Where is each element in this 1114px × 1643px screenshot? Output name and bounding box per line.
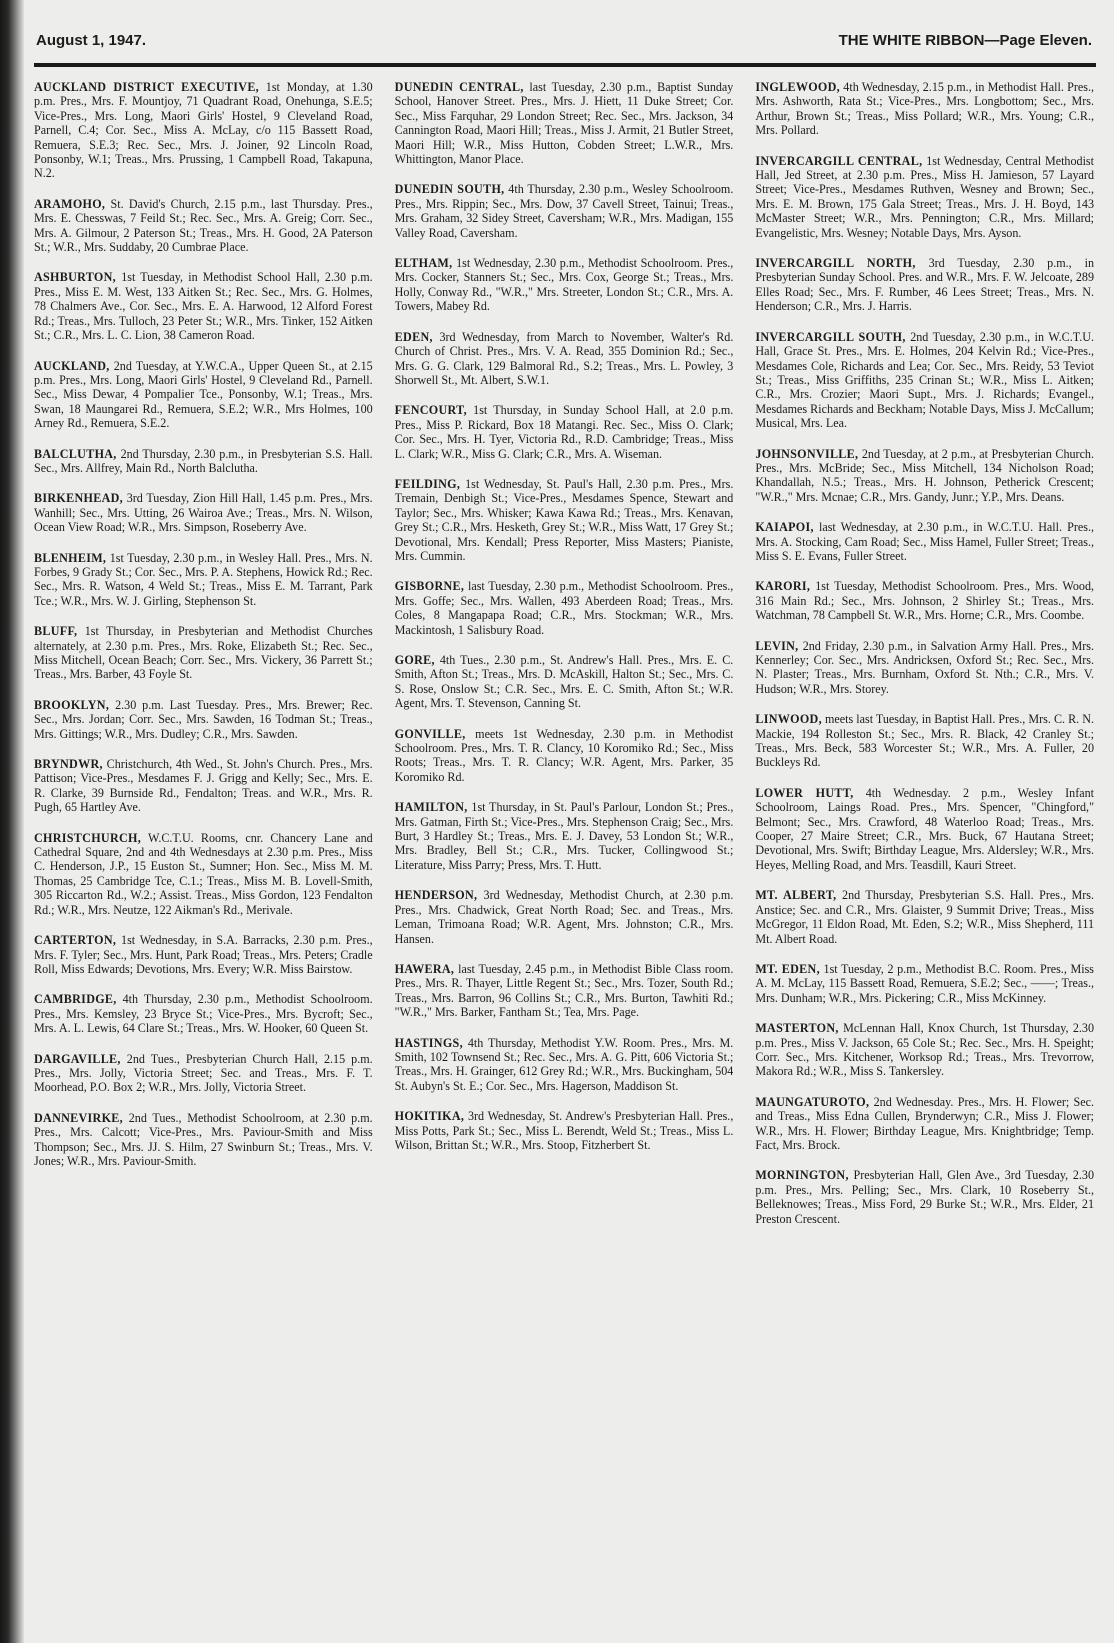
branch-details: 2nd Tuesday, 2.30 p.m., in W.C.T.U. Hall, Grace St. Pres., Mrs. E. Holmes, 204 Kelvin Rd.; Vice-Pres., Mesdames Cole, Richards and Lea; Cor. Sec., Mrs. Reidy, 53 Teviot St.; Treas., Miss Griffiths, 235 Crinan St.; W.R., Miss L. Aitken; C.R., Mrs. Crozier; Maori Supt., Mrs. J. Richards; Evangel., Mesdames Richards and Beckham; Notable Days, Miss J. McCallum; Musical, Mrs. Lea. <box>755 329 1095 431</box>
branch-entry <box>34 933 373 976</box>
branch-name: JOHNSONVILLE, <box>755 446 859 461</box>
branch-details: 1st Wednesday, in S.A. Barracks, 2.30 p.m. Pres., Mrs. F. Tyler; Sec., Mrs. Hunt, Park Road; Treas., Mrs. Peters; Cradle Roll, Miss Edwards; Devotions, Mrs. Every; W.R. Miss Bairstow. <box>34 933 373 976</box>
branch-details: Presbyterian Hall, Glen Ave., 3rd Tuesday, 2.30 p.m. Pres., Mrs. Pelling; Sec., Mrs. Clark, 10 Roseberry St., Belleknowes; Treas., Miss Ford, 29 Burke St.; W.R., Mrs. Elder, 21 Preston Crescent. <box>755 1168 1095 1226</box>
branch-name: MAUNGATUROTO, <box>755 1094 870 1109</box>
publication-title: THE WHITE RIBBON—Page Eleven. <box>838 31 1092 49</box>
branch-name: HASTINGS, <box>394 1035 463 1050</box>
branch-details: 1st Wednesday, 2.30 p.m., Methodist Schoolroom. Pres., Mrs. Cocker, Stanners St.; Sec., Mrs. Cox, George St.; Treas., Mrs. Holly, Conway Rd., "W.R.," Mrs. Streeter, London St.; C.R., Mrs. A. Towers, Mabey Rd. <box>394 256 734 314</box>
branch-entry <box>755 520 1094 563</box>
branch-details: 3rd Wednesday, St. Andrew's Presbyterian Hall. Pres., Miss Potts, Park St.; Sec., Miss L. Berendt, Weld St.; Treas., Miss L. Wilson, Brittan St.; W.R., Mrs. Stoop, Fitzherbert St. <box>394 1109 734 1152</box>
branch-entry <box>755 256 1094 314</box>
branch-name: BROOKLYN, <box>34 697 110 712</box>
branch-entry <box>395 182 734 240</box>
branch-entry <box>34 698 373 741</box>
branch-entry <box>395 330 734 388</box>
branch-entry <box>34 831 373 917</box>
branch-name: DARGAVILLE, <box>34 1051 121 1066</box>
branch-entry <box>755 1095 1094 1153</box>
branch-name: MT. ALBERT, <box>755 888 837 903</box>
branch-details: last Wednesday, at 2.30 p.m., in W.C.T.U. Hall. Pres., Mrs. A. Stocking, Cam Road; Sec., Miss Hamel, Fuller Street; Treas., Miss S. E. Evans, Fuller Street. <box>755 520 1095 563</box>
branch-entry <box>395 1109 734 1152</box>
branch-entry <box>34 491 373 534</box>
branch-details: last Tuesday, 2.30 p.m., Methodist Schoolroom. Pres., Mrs. Goffe; Sec., Mrs. Wallen, 493 Aberdeen Road; Treas., Mrs. Coles, 8 Mangapapa Road; C.R., Mrs. Stockman; W.R., Mrs. Mackintosh, 1 Salisbury Road. <box>394 579 734 637</box>
branch-entry <box>34 359 373 431</box>
branch-name: DUNEDIN SOUTH, <box>394 182 505 197</box>
branch-details: 1st Tuesday, 2.30 p.m., in Wesley Hall. Pres., Mrs. N. Forbes, 9 Grady St.; Cor. Sec., Mrs. P. A. Stephens, Howick Rd.; Rec. Sec., Mrs. R. Watson, 4 Weld St.; Treas., Miss E. M. Tarrant, Park Tce.; W.R., Mrs. W. J. Girling, Stephenson St. <box>34 550 373 608</box>
branch-name: DUNEDIN CENTRAL, <box>394 80 524 94</box>
branch-details: 3rd Wednesday, from March to November, Walter's Rd. Church of Christ. Pres., Mrs. V. A. Read, 355 Dominion Rd.; Sec., Mrs. G. G. Clark, 129 Balmoral Rd., S.2; Treas., Mrs. L. Powley, 3 Shorwell St., Mt. Albert, S.W.1. <box>394 329 734 387</box>
branch-name: LOWER HUTT, <box>755 785 854 800</box>
branch-details: 1st Thursday, in Presbyterian and Methodist Churches alternately, at 2.30 p.m. Pres., Mrs. Roke, Elizabeth St.; Rec. Sec., Miss Mitchell, Ocean Beach; Corr. Sec., Mrs. Vickery, 36 Parrett St.; Treas., Mrs. Barber, 43 Foyle St. <box>34 624 373 682</box>
branch-entry <box>395 888 734 946</box>
branch-entry <box>755 330 1094 431</box>
branch-name: DANNEVIRKE, <box>34 1110 123 1125</box>
branch-entry <box>395 80 734 166</box>
branch-entry <box>395 403 734 461</box>
branch-entry <box>755 712 1094 770</box>
branch-name: MT. EDEN, <box>755 961 820 976</box>
branch-details: 3rd Tuesday, Zion Hill Hall, 1.45 p.m. Pres., Mrs. Wanhill; Sec., Mrs. Utting, 26 Wairoa Ave.; Treas., Mrs. N. Wilson, Ocean View Road; W.R., Mrs. Simpson, Roseberry Ave. <box>34 491 373 535</box>
branch-name: ARAMOHO, <box>34 196 106 211</box>
branch-name: INVERCARGILL NORTH, <box>755 256 916 271</box>
branch-details: meets last Tuesday, in Baptist Hall. Pres., Mrs. C. R. N. Mackie, 194 Rolleston St.; Sec., Mrs. R. Black, 42 Cranley St.; Treas., Mrs. Beck, 583 Worcester St.; W.R., Mrs. A. Fuller, 20 Buckleys Rd. <box>755 712 1095 770</box>
branch-name: EDEN, <box>394 329 433 344</box>
branch-name: BLENHEIM, <box>34 550 107 565</box>
branch-entry <box>34 1052 373 1095</box>
branch-details: St. David's Church, 2.15 p.m., last Thursday. Pres., Mrs. E. Chesswas, 7 Feild St.; Rec. Sec., Mrs. A. Greig; Corr. Sec., Mrs. A. Gilmour, 2 Paterson St.; Treas., Mrs. H. Good, 2A Paterson St.; W.R., Mrs. Suddaby, 20 Cumbrae Place. <box>34 196 373 255</box>
branch-entry <box>755 154 1094 240</box>
branch-name: FEILDING, <box>394 476 461 491</box>
branch-details: 2nd Friday, 2.30 p.m., in Salvation Army Hall. Pres., Mrs. Kennerley; Cor. Sec., Mrs. Andricksen, Oxford St.; Rec. Sec., Mrs. N. Plaster; Treas., Mrs. Burnham, Oxford St. Nth.; C.R., Mrs. V. Hudson; W.R., Mrs. Storey. <box>755 638 1095 696</box>
branch-entry <box>755 80 1094 138</box>
branch-name: AUCKLAND DISTRICT EXECUTIVE, <box>34 80 260 94</box>
branch-details: W.C.T.U. Rooms, cnr. Chancery Lane and Cathedral Square, 2nd and 4th Wednesdays at 2.30 p.m. Pres., Miss C. Henderson, J.P., 15 Euston St., Sumner; Hon. Sec., Miss M. M. Thomas, 25 Cambridge Tce, C.1.; Treas., Miss M. B. Lovell-Smith, 305 Riccarton Rd., W.2.; Assist. Treas., Miss Gordon, 123 Fendalton Rd.; W.R., Mrs. Neutze, 122 Aikman's Rd., Merivale. <box>34 830 373 917</box>
branch-name: CARTERTON, <box>34 933 117 948</box>
branch-details: Christchurch, 4th Wed., St. John's Church. Pres., Mrs. Pattison; Vice-Pres., Mesdames F. J. Grigg and Kelly; Sec., Mrs. E. R. Clarke, 39 Burnside Rd., Fendalton; Treas. and W.R., Mrs. R. Pugh, 65 Hartley Ave. <box>34 757 373 815</box>
branch-details: 1st Wednesday, St. Paul's Hall, 2.30 p.m. Pres., Mrs. Tremain, Denbigh St.; Vice-Pres., Mesdames Spence, Stewart and Taylor; Sec., Mrs. Whisker; Kawa Kawa Rd.; Treas., Mrs. Kenavan, Grey St.; C.R., Mrs. Hesketh, Grey St.; W.R., Miss Watt, 17 Grey St.; Devotional, Mrs. Kendall; Press Reporter, Miss Masters; Pianiste, Mrs. Cummin. <box>394 476 734 563</box>
branch-entry <box>34 757 373 815</box>
branch-details: 1st Tuesday, 2 p.m., Methodist B.C. Room. Pres., Miss A. M. McLay, 115 Bassett Road, Remuera, S.E.2; Sec., ——; Treas., Mrs. Dunham; W.R., Mrs. Pickering; C.R., Miss McKinney. <box>755 961 1095 1005</box>
branch-entry <box>755 786 1094 872</box>
branch-name: BRYNDWR, <box>34 757 103 772</box>
branch-details: 1st Wednesday, Central Methodist Hall, Jed Street, at 2.30 p.m. Pres., Miss H. Jamieson, 57 Layard Street; Vice-Pres., Mesdames Ruthven, Wesney and Brown; Sec., Mrs. E. M. Brown, 175 Gala Street; Treas., Mrs. J. H. Boyd, 143 McMaster Street; W.R., Mrs. Pennington; C.R., Mrs. Millard; Evangelistic, Mrs. Wesney; Notable Days, Mrs. Ayson. <box>755 153 1095 240</box>
branch-name: CHRISTCHURCH, <box>34 830 142 845</box>
branch-details: 4th Thursday, 2.30 p.m., Methodist Schoolroom. Pres., Mrs. Kemsley, 23 Bryce St.; Vice-Pres., Mrs. Bycroft; Sec., Mrs. A. L. Lewis, 64 Clare St.; Treas., Mrs. W. Hooker, 60 Queen St. <box>34 992 373 1036</box>
branch-entry <box>395 653 734 711</box>
branch-entry <box>34 197 373 255</box>
branch-entry <box>395 962 734 1020</box>
branch-name: GORE, <box>394 653 435 667</box>
branch-details: 2.30 p.m. Last Tuesday. Pres., Mrs. Brewer; Rec. Sec., Mrs. Jordan; Corr. Sec., Mrs. Sawden, 16 Todman St.; Treas., Mrs. Gittings; W.R., Mrs. Dudley; C.R., Mrs. Sawden. <box>34 697 373 741</box>
branch-name: ELTHAM, <box>394 256 453 271</box>
branch-entry <box>34 992 373 1035</box>
branch-name: GISBORNE, <box>394 579 465 594</box>
branch-details: 1st Thursday, in St. Paul's Parlour, London St.; Pres., Mrs. Gatman, Firth St.; Vice-Pres., Mrs. Stephenson Craig; Sec., Mrs. Burt, 3 Hardley St.; Treas., Mrs. E. J. Davey, 53 London St.; W.R., Mrs. Bradley, Bell St.; C.R., Mrs. Tucker, Collingwood St.; Literature, Miss Parry; Press, Mrs. T. Hutt. <box>394 800 734 872</box>
branch-details: 1st Tuesday, Methodist Schoolroom. Pres., Mrs. Wood, 316 Main Rd.; Sec., Mrs. Johnson, 2 Shirley St.; Treas., Mrs. Watchman, 78 Campbell St. W.R., Mrs. Horne; C.R., Mrs. Coombe. <box>755 579 1095 623</box>
branch-entry <box>395 727 734 785</box>
branch-entry <box>755 1021 1094 1079</box>
branch-details: 4th Thursday, Methodist Y.W. Room. Pres., Mrs. M. Smith, 102 Townsend St.; Rec. Sec., Mrs. A. G. Pitt, 606 Victoria St.; Treas., Mrs. H. Grainger, 612 Grey Rd.; W.R., Mrs. Buckingham, 504 St. Aubyn's St. E.; Cor. Sec., Mrs. Hagerson, Maddison St. <box>394 1035 734 1093</box>
column-3 <box>755 80 1094 1635</box>
branch-name: MORNINGTON, <box>755 1168 849 1183</box>
branch-name: HAMILTON, <box>394 800 468 815</box>
column-2 <box>395 80 734 1635</box>
page-header <box>36 22 1092 58</box>
issue-date: August 1, 1947. <box>36 31 147 49</box>
branch-details: 4th Wednesday, 2.15 p.m., in Methodist Hall. Pres., Mrs. Ashworth, Rata St.; Vice-Pres., Mrs. Longbottom; Sec., Mrs. Arthur, Brown St.; Treas., Miss Pollard; W.R., Mrs. Young; C.R., Mrs. Pollard. <box>755 80 1095 138</box>
branch-entry <box>755 639 1094 697</box>
branch-name: LEVIN, <box>755 638 799 653</box>
branch-name: AUCKLAND, <box>34 358 110 373</box>
branch-details: 1st Tuesday, in Methodist School Hall, 2.30 p.m. Pres., Miss E. M. West, 133 Aitken St.; Rec. Sec., Mrs. G. Holmes, 78 Chalmers Ave., Cor. Sec., Mrs. E. A. Harwood, 12 Alford Forest Rd.; Treas., Mrs. Tulloch, 23 Peter St.; W.R., Mrs. Tinker, 152 Aitken St.; C.R., Mrs. L. C. Lion, 38 Cameron Road. <box>34 270 373 343</box>
branch-details: 4th Tues., 2.30 p.m., St. Andrew's Hall. Pres., Mrs. E. C. Smith, Afton St.; Treas., Mrs. D. McAskill, Halton St.; Sec., Mrs. C. S. Rose, Onslow St.; C.R. Sec., Mrs. E. C. Smith, Afton St.; W.R. Agent, Mrs. T. Stevenson, Canning St. <box>394 653 734 711</box>
branch-details: 2nd Tuesday, at Y.W.C.A., Upper Queen St., at 2.15 p.m. Pres., Mrs. Long, Maori Girls' Hostel, 9 Cleveland Rd., Parnell. Sec., Miss Dewar, 4 Pompalier Tce., Ponsonby, W.1; Treas., Mrs. Swan, 18 Maungarei Rd., Remuera, S.E.2; W.R., Mrs Holmes, 100 Arney Rd., Remuera, S.E.2. <box>34 358 373 431</box>
branch-entry <box>34 551 373 609</box>
branch-name: BALCLUTHA, <box>34 446 117 461</box>
directory-columns <box>34 80 1094 1635</box>
branch-details: meets 1st Wednesday, 2.30 p.m. in Methodist Schoolroom. Pres., Mrs. T. R. Clancy, 10 Koromiko Rd.; Sec., Miss Roots; Treas., Mrs. T. R. Clancy; W.R. Agent, Mrs. Parker, 35 Koromiko Rd. <box>394 726 734 784</box>
branch-entry <box>395 1036 734 1094</box>
branch-name: HAWERA, <box>394 961 455 976</box>
branch-details: last Tuesday, 2.30 p.m., Baptist Sunday School, Hanover Street. Pres., Mrs. J. Hiett, 11 Duke Street; Cor. Sec., Miss Farquhar, 29 London Street; Rec. Sec., Mrs. Jackson, 34 Cannington Road, Maori Hill; Treas., Miss J. Armit, 21 Butler Street, Maori Hill; W.R., Miss Hutton, Cobden Street; L.W.R., Mrs. Whittington, Manor Place. <box>394 80 734 167</box>
branch-details: 2nd Tuesday, at 2 p.m., at Presbyterian Church. Pres., Mrs. McBride; Sec., Miss Mitchell, 134 Nicholson Road; Khandallah, N.5.; Treas., Mrs. H. Johnson, Petherick Crescent; "W.R.," Mrs. Mcnae; C.R., Mrs. Gandy, Junr.; Y.P., Mrs. Deans. <box>755 446 1095 504</box>
branch-name: HOKITIKA, <box>394 1109 465 1124</box>
branch-entry <box>755 579 1094 622</box>
branch-entry <box>755 962 1094 1005</box>
branch-name: BLUFF, <box>34 624 78 639</box>
branch-name: BIRKENHEAD, <box>34 491 123 506</box>
branch-name: LINWOOD, <box>755 712 822 727</box>
branch-details: 2nd Thursday, Presbyterian S.S. Hall. Pres., Mrs. Anstice; Sec. and C.R., Mrs. Glaister, 9 Summit Drive; Treas., Miss McGregor, 11 Eldon Road, Mt. Eden, S.2; W.R., Miss Shepherd, 111 Mt. Albert Road. <box>755 888 1095 946</box>
branch-entry <box>395 256 734 314</box>
branch-entry <box>755 1168 1094 1226</box>
column-1 <box>34 80 373 1635</box>
branch-entry <box>34 1111 373 1169</box>
branch-name: GONVILLE, <box>394 726 466 741</box>
branch-entry <box>34 447 373 476</box>
branch-name: FENCOURT, <box>394 403 467 418</box>
branch-entry <box>34 270 373 342</box>
branch-details: McLennan Hall, Knox Church, 1st Thursday, 2.30 p.m. Pres., Miss V. Jackson, 65 Cole St.; Rec. Sec., Mrs. H. Speight; Corr. Sec., Mrs. Kitchener, Worksop Rd.; Treas., Mrs. Trevorrow, Makora Rd.; W.R., Miss S. Tankersley. <box>755 1021 1095 1079</box>
branch-details: 4th Wednesday. 2 p.m., Wesley Infant Schoolroom, Laings Road. Pres., Mrs. Spencer, "Chingford," Belmont; Sec., Mrs. Crawford, 48 Waterloo Road; Treas., Mrs. Cooper, 27 Maire Street; C.R., Mrs. Buck, 67 Hautana Street; Devotional, Mrs. Swift; Birthday League, Mrs. Aldersley; W.R., Mrs. Heyes, Melling Road, and Mrs. Teasdill, Kauri Street. <box>755 785 1095 872</box>
branch-details: 1st Monday, at 1.30 p.m. Pres., Mrs. F. Mountjoy, 71 Quadrant Road, Onehunga, S.E.5; Vice-Pres., Mrs. Long, Maori Girls' Hostel, 9 Cleveland Road, Parnell, C.4; Cor. Sec., Miss A. McLay, c/o 115 Bassett Road, Remuera, S.E.3; Rec. Sec., Mrs. J. Joiner, 92 Lincoln Road, Ponsonby, W.1; Treas., Mrs. Prussing, 1 Campbell Road, Takapuna, N.2. <box>34 80 373 181</box>
branch-entry <box>34 80 373 181</box>
branch-name: MASTERTON, <box>755 1021 839 1036</box>
branch-details: 3rd Wednesday, Methodist Church, at 2.30 p.m. Pres., Mrs. Chadwick, Great North Road; Sec. and Treas., Mrs. Leman, Trimoana Road; W.R. Agent, Mrs. Johnston; C.R., Mrs. Hansen. <box>394 888 734 946</box>
branch-entry <box>755 447 1094 505</box>
branch-name: KAIAPOI, <box>755 520 814 535</box>
branch-entry <box>395 800 734 872</box>
branch-name: INVERCARGILL SOUTH, <box>755 329 906 344</box>
branch-entry <box>34 624 373 682</box>
branch-details: 4th Thursday, 2.30 p.m., Wesley Schoolroom. Pres., Mrs. Rippin; Sec., Mrs. Dow, 37 Cavell Street, Tainui; Treas., Mrs. Graham, 32 Sidey Street, Caversham; W.R., Mrs. Madigan, 155 Valley Road, Caversham. <box>394 182 734 240</box>
branch-entry <box>755 888 1094 946</box>
branch-details: 2nd Wednesday. Pres., Mrs. H. Flower; Sec. and Treas., Miss Edna Cullen, Brynderwyn; C.R., Miss J. Flower; W.R., Mrs. H. Flower; Birthday League, Mrs. Knightbridge; Temp. Fact, Mrs. Brock. <box>755 1094 1095 1152</box>
branch-name: HENDERSON, <box>394 888 478 903</box>
branch-details: 1st Thursday, in Sunday School Hall, at 2.0 p.m. Pres., Miss P. Rickard, Box 18 Matangi. Rec. Sec., Miss O. Clark; Cor. Sec., Mrs. H. Tyer, Victoria Rd., R.D. Cambridge; Treas., Miss L. Clark; W.R., Miss G. Clark; C.R., Mrs. A. Wiseman. <box>394 403 734 461</box>
branch-details: 2nd Tues., Methodist Schoolroom, at 2.30 p.m. Pres., Mrs. Calcott; Vice-Pres., Mrs. Paviour-Smith and Miss Thompson; Sec., Mrs. JJ. S. Hilm, 27 Swinburn St.; Treas., Mrs. V. Jones; W.R., Mrs. Paviour-Smith. <box>34 1110 373 1168</box>
branch-details: last Tuesday, 2.45 p.m., in Methodist Bible Class room. Pres., Mrs. R. Thayer, Little Regent St.; Sec., Mrs. Tozer, South Rd.; Treas., Mrs. Barron, 96 Collins St.; C.R., Mrs. Burton, Tawhiti Rd.; "W.R.," Mrs. Barker, Fantham St.; Tea, Mrs. Page. <box>394 961 734 1020</box>
branch-entry <box>395 477 734 563</box>
branch-details: 2nd Thursday, 2.30 p.m., in Presbyterian S.S. Hall. Sec., Mrs. Allfrey, Main Rd., North Balclutha. <box>34 446 373 475</box>
branch-name: INGLEWOOD, <box>755 80 840 94</box>
branch-name: KARORI, <box>755 579 811 594</box>
branch-details: 2nd Tues., Presbyterian Church Hall, 2.15 p.m. Pres., Mrs. Jolly, Victoria Street; Sec. and Treas., Mrs. F. T. Moorhead, P.O. Box 2; W.R., Mrs. Jolly, Victoria Street. <box>34 1051 373 1095</box>
branch-details: 3rd Tuesday, 2.30 p.m., in Presbyterian Sunday School. Pres. and W.R., Mrs. F. W. Jelcoate, 289 Elles Road; Sec., Mrs. F. Rumber, 46 Lees Street; Treas., Mrs. N. Henderson; C.R., Mrs. J. Harris. <box>755 256 1095 314</box>
branch-name: ASHBURTON, <box>34 270 116 285</box>
branch-name: CAMBRIDGE, <box>34 992 117 1007</box>
page-binding-edge <box>0 0 24 1643</box>
branch-entry <box>395 579 734 637</box>
branch-name: INVERCARGILL CENTRAL, <box>755 153 923 168</box>
header-rule <box>34 63 1096 67</box>
